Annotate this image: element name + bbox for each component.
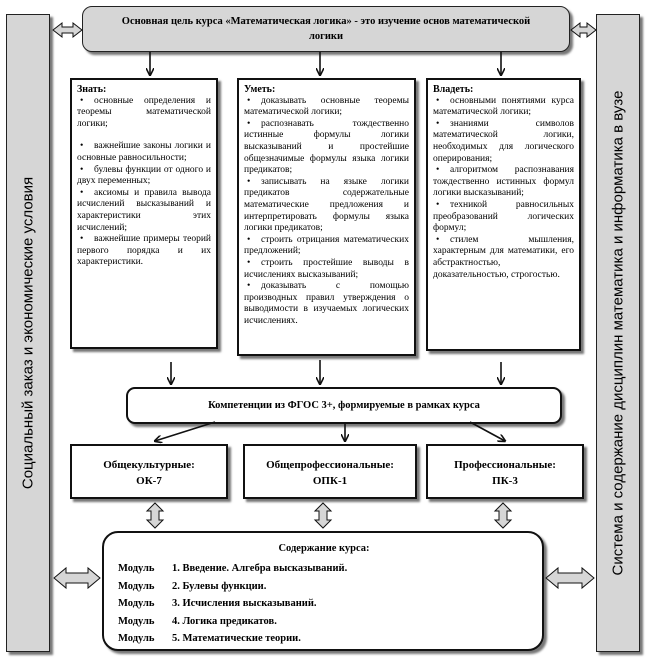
category-code: ОК-7 bbox=[136, 475, 162, 487]
list-item: • основные определения и теоремы математической логики; bbox=[77, 96, 211, 131]
category-code: ПК-3 bbox=[492, 475, 518, 487]
category-code: ОПК-1 bbox=[312, 475, 348, 487]
module-label: Модуль bbox=[118, 615, 155, 627]
double-arrow-pk bbox=[495, 503, 511, 528]
list-item: • стилем мышления, характерным для математики, его абстрактностью, доказательностью, строгостью. bbox=[433, 235, 574, 281]
left-panel-label: Социальный заказ и экономические условия bbox=[19, 176, 37, 490]
list-item: • записывать на языке логики предикатов содержательные математические предложения и интерпретировать формулы языка логики предикатов; bbox=[244, 177, 409, 235]
list-item: • булевы функции от одного и двух переменных; bbox=[77, 165, 211, 188]
list-item: • строить отрицания математических предложений; bbox=[244, 235, 409, 258]
list-item: • аксиомы и правила вывода исчислений высказываний и характеристики этих исчислений; bbox=[77, 188, 211, 234]
module-text: 1. Введение. Алгебра высказываний. bbox=[172, 563, 348, 574]
category-name: Общепрофессиональные: bbox=[266, 459, 394, 471]
category-name: Профессиональные: bbox=[454, 459, 556, 471]
master-heading: Владеть: bbox=[433, 84, 474, 95]
double-arrow-left-goal bbox=[53, 23, 82, 37]
module-text: 3. Исчисления высказываний. bbox=[172, 598, 317, 609]
double-arrow-ok bbox=[147, 503, 163, 528]
module-text: 5. Математические теории. bbox=[172, 633, 301, 644]
list-item: • доказывать с помощью производных правил утверждения о выводимости в изучаемых логических исчислениях. bbox=[244, 281, 409, 327]
module-text: 2. Булевы функции. bbox=[172, 580, 267, 592]
right-panel-label: Система и содержание дисциплин математика и информатика в вузе bbox=[609, 90, 627, 576]
double-arrow-right-content bbox=[546, 568, 594, 588]
list-item: • распознавать тождественно истинные формулы логики высказываний и простейшие общезначимые формулы языка логики предикатов; bbox=[244, 119, 409, 177]
competencies-title: Компетенции из ФГОС 3+, формируемые в рамках курса bbox=[208, 400, 480, 411]
goal-text: Основная цель курса «Математическая логика» - это изучение основ математической логики bbox=[121, 16, 531, 42]
arrow-comp-left bbox=[155, 422, 215, 441]
list-item: • важнейшие законы логики и основные равносильности; bbox=[77, 141, 211, 164]
arrow-comp-right bbox=[470, 422, 505, 441]
module-label: Модуль bbox=[118, 580, 155, 592]
list-item: • строить простейшие выводы в исчислениях высказываний; bbox=[244, 258, 409, 281]
can-heading: Уметь: bbox=[244, 84, 276, 95]
list-item: • знаниями символов математической логики, необходимых для логического оперирования; bbox=[433, 119, 574, 165]
module-label: Модуль bbox=[118, 633, 155, 644]
double-arrow-left-content bbox=[54, 568, 100, 588]
module-label: Модуль bbox=[118, 598, 155, 609]
double-arrow-right-goal bbox=[571, 23, 596, 37]
module-text: 4. Логика предикатов. bbox=[172, 615, 277, 627]
know-heading: Знать: bbox=[77, 84, 107, 95]
double-arrow-opk bbox=[315, 503, 331, 528]
category-name: Общекультурные: bbox=[103, 459, 195, 471]
list-item: • техникой равносильных преобразований логических формул; bbox=[433, 200, 574, 235]
list-item: • алгоритмом распознавания тождественно истинных формул логики высказываний; bbox=[433, 165, 574, 200]
list-item: • основными понятиями курса математической логики; bbox=[433, 96, 574, 119]
list-item: • доказывать основные теоремы математической логики; bbox=[244, 96, 409, 119]
course-content-title: Содержание курса: bbox=[278, 543, 370, 554]
list-item: • важнейшие примеры теорий первого порядка и их характеристики. bbox=[77, 234, 211, 269]
module-label: Модуль bbox=[118, 563, 155, 574]
